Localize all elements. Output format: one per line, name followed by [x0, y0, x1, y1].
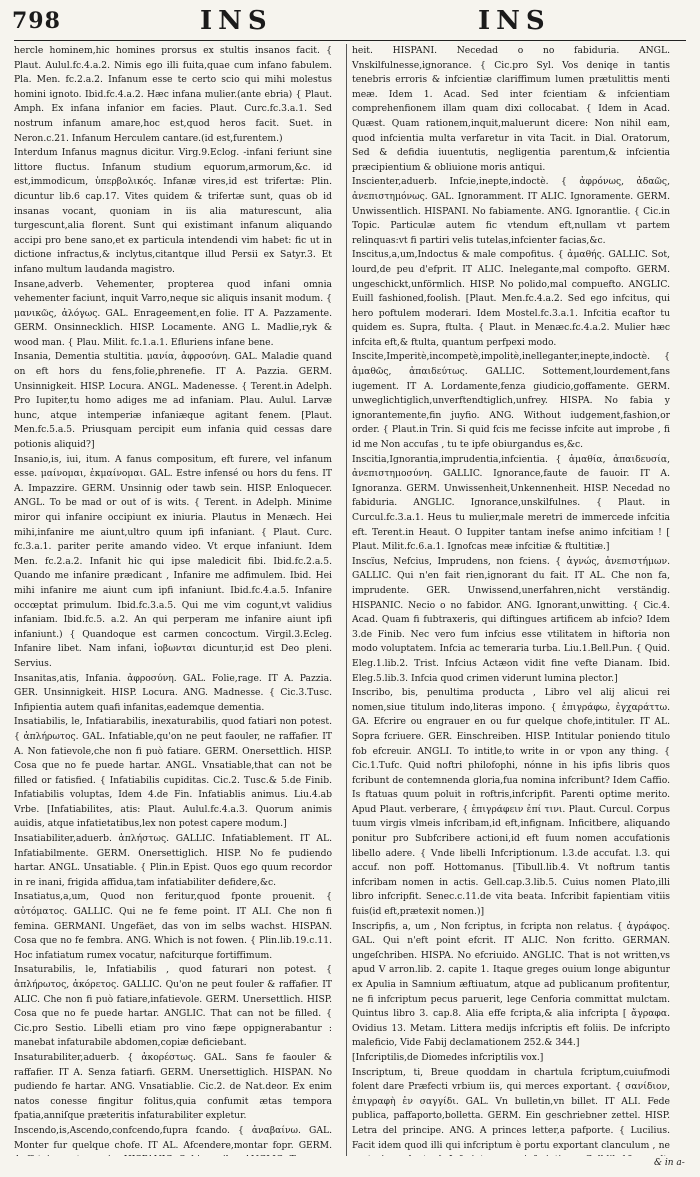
- dictionary-entry: Insatiatus,a,um, Quod non feritur,quod fponte prouenit. { αὐτόματος. GALLIC. Qui ne fe feme point. IT ALI. Che non fi femina. GERMANI. Ungefäet, das von im selbs wachst. HISPAN. Cosa que no fe fembra. ANG. Which is not fowen. { Plin.lib.19.c.11. Hoc infatiatum rumex vocatur, nafciturque fortiffimum.: [14, 891, 332, 961]
- header-rule: [14, 40, 686, 41]
- dictionary-entry: Insania, Dementia stultitia. μανία, ἀφροσύνη. GAL. Maladie quand on eft hors du fens,folie,phrenefie. IT A. Pazzia. GERM. Unsinnigkeit. HISP. Locura. ANGL. Madenesse. { Terent.in Adelph. Pro Iupiter,tu homo adiges me ad infaniam. Plau. Aulul. Larvæ hunc, atque intemperiæ infaniæque agitant fenem. [Plaut. Men.fc.5.a.5. Priusquam percipit eum infania quid cessas dare potionis aliquid?]: [14, 351, 332, 451]
- dictionary-entry: Inscendo,is,Ascendo,confcendo,fupra fcando. { ἀναβαίνω. GAL. Monter fur quelque chofe. IT AL. Afcendere,montar fopr. GERM.: [14, 1124, 332, 1151]
- dictionary-entry: Inscripfis, a, um , Non fcriptus, in fcripta non relatus. { ἀγράφος. GAL. Qui n'eft point efcrit. IT ALIC. Non fcritto. GERMAN. ungeſchriben. HISPA. No efcriuido. ANGLIC. That is not written,vs apud V arron.lib. 2. capite 1. Itaque greges ouium longe abiguntur ex Apulia in Samnium æftiuatum, atque ad publicanum profitentur, ne fi infcriptum pecus paruerit, lege Cenforia committat mulctam. Quintus libro 3. cap.8. Alia effe fcripta,& alia infcripta [ ἄγραφα. Ovidius 13. Metam. Littera medijs infcriptis eft foliis. De infcripto maleficio, Vide Fabij declamationem 252.& 344.]: [352, 920, 670, 1049]
- dictionary-entry: Inscite,Imperitè,incompetè,impolitè,inelleganter,inepte,indoctè. { ἀμαθῶς, ἀπαιδεύτως. GALLIC. Sottement,lourdement,fans iugement. IT A. Lordamente,fenza giudicio,goffamente. GERM. unweglichtiglich,unverftendtiglich,unfrey. HISPA. No fabia y ignorantemente,fin juyfio. ANG. Without iudgement,fashion,or order. { Plaut.in Trin. Si quid fcis me fecisse infcite aut improbe , fi id me Non accufas , tu te ipfe obiurgandus es,&c.: [352, 351, 670, 451]
- dictionary-entry: Inscienter,aduerb. Infcie,inepte,indoctè. { ἀφρόνως, ἀδαῶς, ἀνεπιστημόνως. GAL. Ignoramment. IT ALIC. Ignoramente. GERM. Unwissentlich. HISPANI. No fabiamente. ANG. Ignorantlie. { Cic.in Topic. Particulæ autem fic vtendum eft,nullam vt partem relinquas:vt fi partiri velis tutelas,infcienter facias,&c.: [352, 176, 670, 246]
- running-head-left: INS: [200, 6, 273, 36]
- page-number: 798: [12, 8, 61, 34]
- dictionary-entry: Interdum Infanus magnus dicitur. Virg.9.Eclog. -infani feriunt sine littore fluctus. Infanum studium equorum,armorum,&c. id est,immodicum, ὑπερβολικός. Infanæ vires,id est trifertæ: Plin. dicuntur lib.6 cap.17. Vites quidem & trifertæ sunt, quas ob id insanas vocant, quoniam in iis alia maturescunt, alia turgescunt,alia florent. Sunt qui existimant infanum aliquando accipi pro bene sano,et ex particula intendendi vim habet: fic ut in dictione infractus,& inclytus,citantque illud Persii ex Satyr.3. Et infano multum laudanda magistro.: [14, 147, 332, 275]
- catchword: & in a-: [654, 1158, 685, 1168]
- dictionary-entry: heit. HISPANI. Necedad o no fabiduria. ANGL. Vnskilfulnesse,ignorance. { Cic.pro Syl. Vos deniqe in tantis tenebris erroris & infcientiæ clariffimum lumen prætulittis menti meæ. Idem 1. Acad. Sed inter fcientiam & infcientiam comprehenfionem illam quam dixi collocabat. { Idem in Acad. Quæst. Quam rationem,inquit,maluerunt dicere: Non nihil eam, quod infcientia multa verfaretur in vita Tacit. in Dial. Oratorum, Sed & defidia iuuentutis, negligentia parentum,& infcientia præcipientium & obliuione moris antiqui.: [352, 45, 670, 173]
- running-head-right: INS: [478, 6, 551, 36]
- dictionary-entry: Insatiabilis, le, Infatiarabilis, inexaturabilis, quod fatiari non potest. { ἀπλήρωτος. GAL. Infatiable,qu'on ne peut faouler, ne raffafier. IT A. Non fatievole,che non fi può fatiare. GERM. Onersettlich. HISP. Cosa que no fe puede hartar. ANGL. Vnsatiable,that can not be filled or fatisfied. { Infatiabilis cupiditas. Cic.2. Tusc.& 5.de Finib. Infatiabilis voluptas, Idem 4.de Fin. Infatiablis animus. Liu.4.ab Vrbe. [Infatiabilites, atis: Plaut. Aulul.fc.4.a.3. Quorum animis auidis, atque infatietatibus,lex non potest capere modum.]: [14, 716, 332, 830]
- dictionary-entry: Insane,adverb. Vehementer, propterea quod infani omnia vehementer faciunt, inquit Varro,neque sic aliquis insanit modum. { μανικῶς, ἀλόγως. GAL. Enrageement,en folie. IT A. Pazzamente. GERM. Onsinnecklich. HISP. Locamente. ANG L. Madlie,ryk & wood man. { Plau. Milit. fc.1.a.1. Efluriens infane bene.: [14, 278, 332, 348]
- dictionary-entry: hercle hominem,hic homines prorsus ex stultis insanos facit. { Plaut. Aulul.fc.4.a.2. Nimis ego illi fuita,quae cum infano fabulem. Pla. Men. fc.2.a.2. Infanum esse te certo scio qui mihi molestus homini ignoto. Ibid.fc.4.a.2. Hæc infana mulier.(ante ebria) { Plaut. Amph. Ex infana infanior em facies. Plaut. Curc.fc.3.a.1. Sed nostrum infanum amare,hoc est,quod heros facit. Suet. in Neron.c.21. Infanum Herculem cantare.(id est,furentem.): [14, 45, 332, 144]
- dictionary-entry: [Infcriptilis,de Diomedes infcriptilis vox.]: [352, 1051, 544, 1063]
- dictionary-entry: Inscriptum, ti, Breue quoddam in chartula fcriptum,cuiufmodi folent dare Præfecti vrbium iis, qui merces exportant. { σανίδιον, ἐπιγραφὴ ἐν σαγγίδι. GAL. Vn bulletin,vn billet. IT ALI. Fede publica, paffaporto,bolletta. GERM. Ein geschriebner zettel. HISP. Letra del principe. ANG. A princes letter,a pafporte. { Lucilius. Facit idem quod illi qui infcriptum è portu exportant clanculum , ne: [352, 1066, 670, 1151]
- left-column: [14, 44, 332, 1156]
- dictionary-entry: Insatiabiliter,aduerb. ἀπλήστως. GALLIC. Infatiablement. IT AL. Infatiabilmente. GERM. Onersettiglich. HISP. No fe pudiendo hartar. ANGL. Unsatiable. { Plin.in Epist. Quos ego quum recordor in re inani, frigida affidua,tam infatiabiliter defidere,&c.: [14, 833, 332, 888]
- dictionary-entry: Insanitas,atis, Infania. ἀφροσύνη. GAL. Folie,rage. IT A. Pazzia. GER. Unsinnigkeit. HISP. Locura. ANG. Madnesse. { Cic.3.Tusc. Infipientia autem quafi infanitas,eademque dementia.: [14, 672, 332, 713]
- dictionary-entry: Inscitia,Ignorantia,imprudentia,infcientia. { ἀμαθία, ἀπαιδευσία, ἀνεπιστημοσύνη. GALLIC. Ignorance,faute de fauoir. IT A. Ignoranza. GERM. Unwissenheit,Unkennenheit. HISP. Necedad no fabiduria. ANGLIC. Ignorance,unskilfulnes. { Plaut. in Curcul.fc.3.a.1. Heus tu mulier,male meretri de immercede infcitia eft. Terent.in Heaut. O Iuppiter tantam inefse animo infcitiam ! [ Plaut. Milit.fc.6.a.1. Ignofcas meæ infcitiæ & ftultitiæ.]: [352, 453, 670, 553]
- dictionary-entry: Insaturabiliter,aduerb. { ἀκορέστως. GAL. Sans fe faouler & raffafier. IT A. Senza fatiarfi. GERM. Unersettiglich. HISPAN. No pudiendo fe hartar. ANG. Vnsatiablie. Cic.2. de Nat.deor. Ex enim natos conesse fingitur folitus,quia confumit ætas tempora fpatia,anniſque præteritis infaturabiliter expletur.: [14, 1051, 332, 1122]
- column-divider: [346, 44, 347, 1156]
- right-column: [352, 44, 670, 1156]
- dictionary-entry: Inscitus,a,um,Indoctus & male compofitus. { ἀμαθής. GALLIC. Sot, lourd,de peu d'efprit. IT ALIC. Inelegante,mal compofto. GERM. ungeschickt,unförmlich. HISP. No polido,mal compuefto. ANGLIC. Euill fashioned,foolish. [Plaut. Men.fc.4.a.2. Sed ego infcitus, qui hero poftulem moderari. Idem Mostel.fc.3.a.1. Infcitia ecaftor tu quidem es. Supra, ftulta. { Plaut. in Menæc.fc.4.a.2. Mulier hæc infcita eft,& ftulta, quantum perfpexi modo.: [352, 249, 670, 348]
- dictionary-entry: Insanio,is, iui, itum. A fanus compositum, eft furere, vel infanum esse. μαίνομαι, ἐκμαίνομαι. GAL. Estre infensé ou hors du fens. IT A. Impazzire. GERM. Unsinnig oder tawb sein. HISP. Enloquecer. ANGL. To be mad or out of is wits. { Terent. in Adelph. Minime miror qui infanire occipiunt ex iniuria. Plautus in Menæch. Hei mihi,infanire me aiunt,ultro quum ipfi infaniant. { Plaut. Curc. fc.3.a.1. pariter perite amando video. Vt erque infaniunt. Idem Men. fc.2.a.2. Infanit hic qui ipse maledicit fibi. Ibid.fc.2.a.5. Quando me infanire prædicant , Infanire me adfimulem. Ibid. Hei mihi infanire me aiunt cum ipfi infaniunt. Ibid.fc.4.a.5. Infanire occœptat primulum. Ibid.fc.3.a.5. Qui me vim cogunt,vt validius infaniam. Ibid.fc.5. a.2. An qui perperam me infanire aiunt ipfi infaniunt.) { Quandoque est carmen concoctum. Virgil.3.Ecleg. Infanire libet. Nam infani, ἰοβωνται dicuntur,id est Deo pleni. Servius.: [14, 453, 332, 669]
- dictionary-entry: Insaturabilis, le, Infatiabilis , quod faturari non potest. { ἀπλήρωτος, ἀκόρετος. GALLIC. Qu'on ne peut fouler & raffafier. IT ALIC. Che non fi può fatiare,infatievole. GERM. Unersettlich. HISP. Cosa que no fe puede hartar. ANGLIC. That can not be filled. { Cic.pro Sestio. Libelli etiam pro vino fæpe oppignerabantur : manebat infaturabile abdomen,copiæ deficiebant.: [14, 964, 332, 1049]
- dictionary-entry: Inscribo, bis, penultima producta , Libro vel alij alicui rei nomen,siue titulum indo,literas impono. { ἐπιγράφω, ἐγχαράττω. GA. Efcrire ou engrauer en ou fur quelque chofe,intituler. IT AL. Sopra fcriuere. GER. Einschreiben. HISP. Intitular poniendo titulo fob efcreuir. ANGLI. To intitle,to write in or vpon any thing. { Cic.1.Tufc. Quid noftri philofophi, nónne in his ipfis libris quos fcribunt de contemnenda gloria,fua nomina infcribunt? Idem Caffio. Is ftatuas quum poluit in roftris,infcripfit. Parenti optime merito. Apud Plaut. verberare, { ἐπιγράφειν ἐπί τινι. Plaut. Curcul. Corpus tuum virgis vlmeis infcribam,id eft,infignam. Inficitbere, aliquando ponitur pro Subfcribere actioni,id eft fuum nomen accufationis libello adere. { Vnde libelli Infcriptionum. l.3.de accufat. l.3. qui accuf. non poff. Hottomanus. [Tibull.lib.4. Vt noftrum tantis infcribam nomen in actis. Gell.cap.3.lib.5. Cuius nomen Plato,illi libro infcripfit. Senec.c.11.de vita beata. Infcribit fapientiam vitiis fuis(id eft,prætexit nomen.)]: [352, 687, 670, 918]
- dictionary-entry: Inscïus, Nefcius, Imprudens, non fciens. { ἀγνώς, ἀνεπιστήμων. GALLIC. Qui n'en fait rien,ignorant du fait. IT AL. Che non fa, imprudente. GER. Unwissend,unerfahren,nicht verständig. HISPANIC. Necio o no fabidor. ANG. Ignorant,unwitting. { Cic.4. Acad. Quam fi fubtraxeris, qui diftingues artificem ab infcio? Idem 3.de Finib. Nec vero fum infcius esse vtilitatem in hiftoria non modo voluptatem. Infcia ac temeraria turba. Liu.1.Bell.Pun. { Quid. Eleg.1.lib.2. Trist. Infcius Actæon vidit fine vefte Dianam. Ibid. Eleg.5.lib.3. Infcia quod crimen viderunt lumina plector.]: [352, 555, 670, 684]
